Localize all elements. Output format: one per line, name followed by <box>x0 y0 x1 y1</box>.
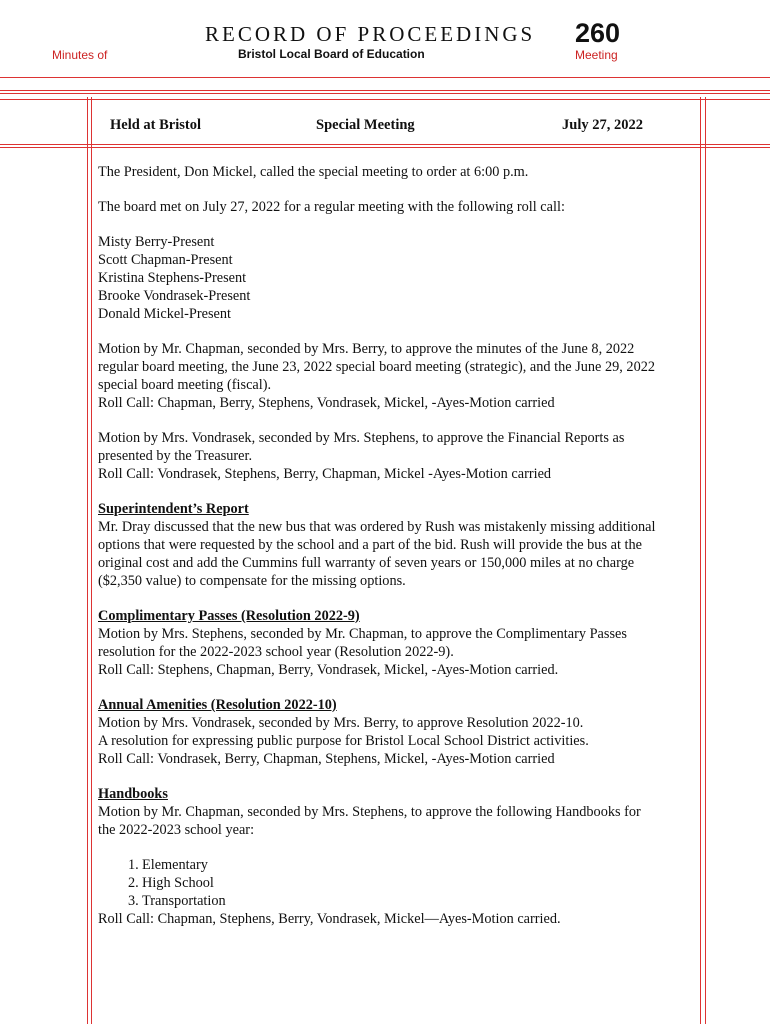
roll-call-line: Roll Call: Chapman, Berry, Stephens, Vondrasek, Mickel, -Ayes-Motion carried <box>98 395 555 411</box>
superintendent-report <box>98 500 698 590</box>
meeting-label: Meeting <box>575 48 618 62</box>
motion-line: Motion by Mr. Chapman, seconded by Mrs. Stephens, to approve the following Handbooks for <box>98 804 641 820</box>
list-text: Transportation <box>142 893 226 909</box>
rule-top-2 <box>0 93 770 94</box>
motion-line: the 2022-2023 school year: <box>98 822 255 838</box>
minutes-of-label: Minutes of <box>52 48 108 62</box>
list-text: Elementary <box>142 857 208 873</box>
margin-right-1 <box>700 97 701 1024</box>
report-line: ($2,350 value) to compensate for the missing options. <box>98 573 406 589</box>
section-heading: Handbooks <box>98 786 168 802</box>
roll-call-line: Roll Call: Chapman, Stephens, Berry, Vondrasek, Mickel—Ayes-Motion carried. <box>98 911 561 927</box>
section-heading: Superintendent’s Report <box>98 501 249 517</box>
rule-top-1 <box>0 90 770 91</box>
minutes-body <box>98 163 698 945</box>
roll-entry: Brooke Vondrasek-Present <box>98 288 251 304</box>
complimentary-passes <box>98 607 698 679</box>
annual-amenities <box>98 696 698 768</box>
rule-mid-2 <box>0 147 770 148</box>
list-text: High School <box>142 875 214 891</box>
list-item <box>98 874 698 892</box>
call-to-order: The President, Don Mickel, called the special meeting to order at 6:00 p.m. <box>98 164 529 180</box>
margin-left-1 <box>87 97 88 1024</box>
handbooks <box>98 785 698 839</box>
rule-top-3 <box>0 99 770 100</box>
roll-list <box>98 233 698 323</box>
roll-call-line: Roll Call: Stephens, Chapman, Berry, Vondrasek, Mickel, -Ayes-Motion carried. <box>98 662 559 678</box>
list-item <box>98 892 698 910</box>
rule-mid-1 <box>0 144 770 145</box>
report-line: original cost and add the Cummins full warranty of seven years or 150,000 miles at no charge <box>98 555 635 571</box>
section-heading: Annual Amenities (Resolution 2022-10) <box>98 697 337 713</box>
report-line: options that were requested by the school and a part of the bid. Rush will provide the bus at the <box>98 537 642 553</box>
roll-call-line: Roll Call: Vondrasek, Berry, Chapman, Stephens, Mickel, -Ayes-Motion carried <box>98 751 555 767</box>
motion-line: A resolution for expressing public purpose for Bristol Local School District activities. <box>98 733 589 749</box>
roll-entry: Misty Berry-Present <box>98 234 215 250</box>
motion-line: Motion by Mrs. Stephens, seconded by Mr. Chapman, to approve the Complimentary Passes <box>98 626 627 642</box>
roll-intro: The board met on July 27, 2022 for a regular meeting with the following roll call: <box>98 199 565 215</box>
meeting-type: Special Meeting <box>316 117 415 133</box>
motion-line: Motion by Mrs. Vondrasek, seconded by Mrs. Stephens, to approve the Financial Reports as <box>98 430 625 446</box>
motion-financial <box>98 429 698 483</box>
margin-right-2 <box>705 97 706 1024</box>
list-number: 2. <box>128 875 139 891</box>
list-number: 3. <box>128 893 139 909</box>
board-name: Bristol Local Board of Education <box>238 47 425 61</box>
roll-entry: Kristina Stephens-Present <box>98 270 247 286</box>
record-title: RECORD OF PROCEEDINGS <box>205 22 536 46</box>
motion-line: regular board meeting, the June 23, 2022 special board meeting (strategic), and the June 29, 2022 <box>98 359 656 375</box>
meeting-date: July 27, 2022 <box>562 117 643 133</box>
header-rule <box>0 77 770 78</box>
motion-line: presented by the Treasurer. <box>98 448 253 464</box>
motion-line: Motion by Mr. Chapman, seconded by Mrs. Berry, to approve the minutes of the June 8, 2022 <box>98 341 635 357</box>
page-number: 260 <box>575 18 621 48</box>
motion-line: special board meeting (fiscal). <box>98 377 272 393</box>
motion-line: resolution for the 2022-2023 school year (Resolution 2022-9). <box>98 644 454 660</box>
motion-line: Motion by Mrs. Vondrasek, seconded by Mrs. Berry, to approve Resolution 2022-10. <box>98 715 584 731</box>
section-heading: Complimentary Passes (Resolution 2022-9) <box>98 608 360 624</box>
list-number: 1. <box>128 857 139 873</box>
held-at: Held at Bristol <box>110 117 202 133</box>
margin-left-2 <box>91 97 92 1024</box>
roll-entry: Donald Mickel-Present <box>98 306 232 322</box>
roll-entry: Scott Chapman-Present <box>98 252 233 268</box>
roll-call-line: Roll Call: Vondrasek, Stephens, Berry, Chapman, Mickel -Ayes-Motion carried <box>98 466 552 482</box>
report-line: Mr. Dray discussed that the new bus that was ordered by Rush was mistakenly missing additional <box>98 519 656 535</box>
handbook-list <box>98 856 698 910</box>
motion-minutes <box>98 340 698 412</box>
list-item <box>98 856 698 874</box>
